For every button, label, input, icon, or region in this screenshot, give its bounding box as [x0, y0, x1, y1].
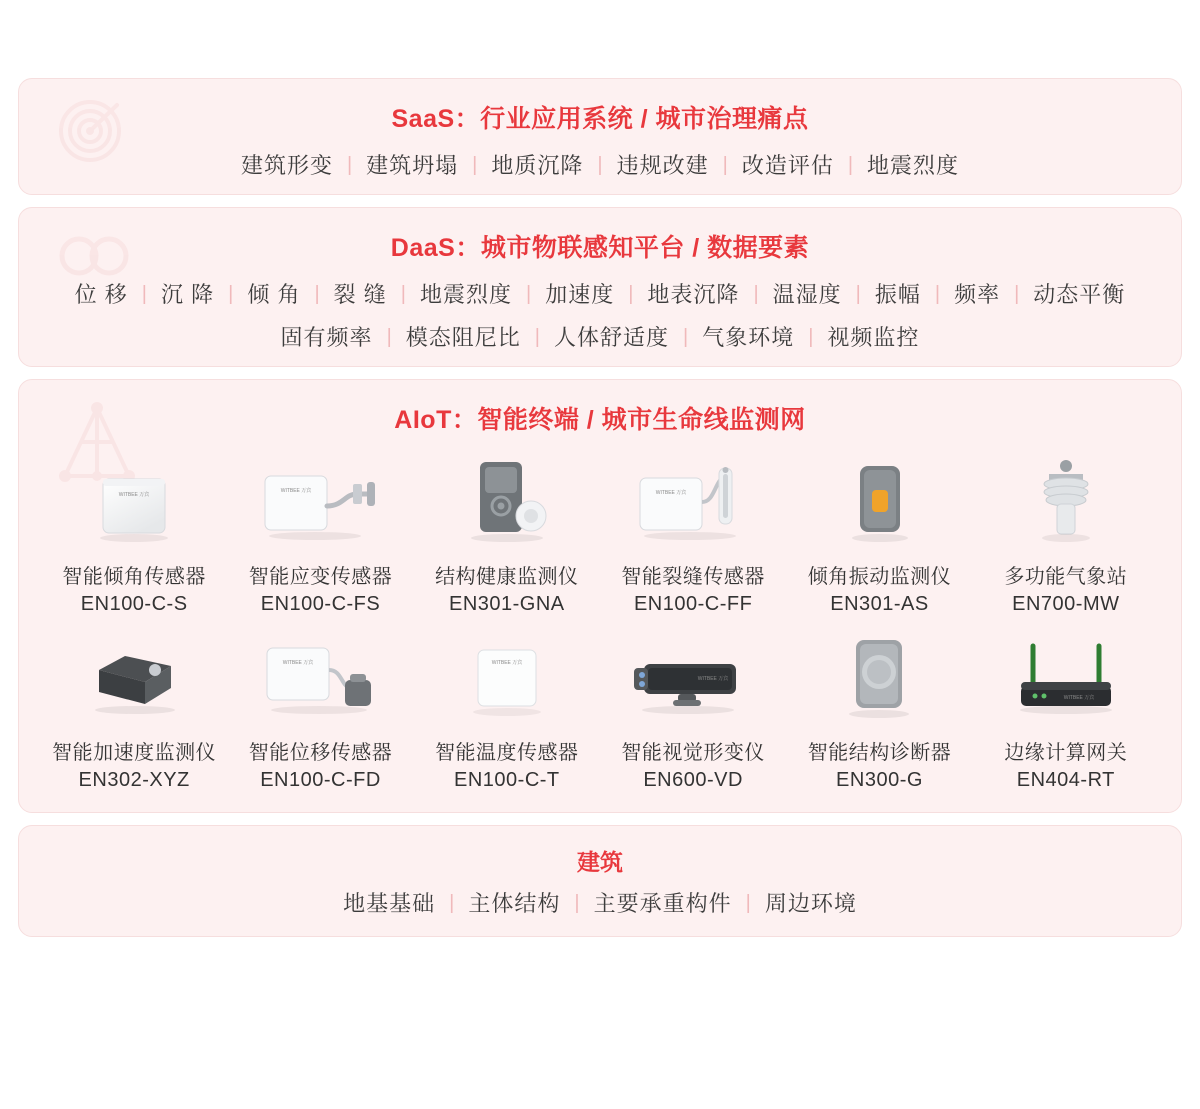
- daas-item[interactable]: 地表沉降: [647, 282, 740, 307]
- saas-item[interactable]: 建筑形变: [240, 153, 333, 178]
- panel-building: [18, 825, 1182, 937]
- daas-item[interactable]: 温湿度: [772, 282, 842, 307]
- svg-text:WITBEE 万宾: WITBEE 万宾: [118, 492, 150, 498]
- device-card[interactable]: [414, 454, 600, 616]
- separator: |: [808, 325, 814, 348]
- building-item[interactable]: 地基基础: [343, 891, 436, 916]
- svg-text:WITBEE 万宾: WITBEE 万宾: [283, 660, 314, 666]
- device-model: EN100-C-FF: [633, 593, 753, 615]
- separator: |: [597, 153, 603, 176]
- daas-item[interactable]: 位 移: [74, 282, 128, 307]
- panel-daas-title: [19, 208, 1181, 268]
- device-model: EN301-AS: [830, 593, 929, 615]
- device-model: EN600-VD: [643, 769, 743, 791]
- device-name: 智能应变传感器: [248, 566, 393, 588]
- panel-saas-title: [19, 79, 1181, 139]
- saas-row-1: [19, 139, 1181, 194]
- panel-saas-items: [19, 139, 1181, 194]
- svg-text:WITBEE 万宾: WITBEE 万宾: [1063, 695, 1095, 701]
- panel-saas-title-en: SaaS：: [391, 105, 481, 133]
- crack-sensor-device-icon: [618, 454, 768, 550]
- separator: |: [1014, 282, 1020, 305]
- daas-item[interactable]: 倾 角: [247, 282, 301, 307]
- panel-aiot-title: [19, 380, 1181, 440]
- saas-item[interactable]: 建筑坍塌: [366, 153, 459, 178]
- building-item[interactable]: 周边环境: [764, 891, 857, 916]
- daas-item[interactable]: 气象环境: [702, 325, 795, 350]
- saas-item[interactable]: 违规改建: [616, 153, 709, 178]
- device-model: EN100-C-FS: [260, 593, 381, 615]
- saas-item[interactable]: 改造评估: [741, 153, 834, 178]
- device-name: 智能结构诊断器: [807, 742, 952, 764]
- accelerometer-device-icon: [59, 630, 209, 726]
- separator: |: [847, 153, 854, 176]
- device-name: 智能视觉形变仪: [621, 742, 765, 764]
- structure-diagnostic-device-icon: [804, 630, 954, 726]
- building-items: [19, 877, 1181, 936]
- device-model: EN100-C-FD: [260, 769, 381, 791]
- device-name: 智能温度传感器: [435, 742, 579, 764]
- panel-daas-title-en: DaaS：: [390, 234, 481, 262]
- svg-text:WITBEE 万宾: WITBEE 万宾: [281, 488, 312, 494]
- daas-item[interactable]: 加速度: [545, 282, 615, 307]
- separator: |: [683, 325, 689, 348]
- daas-item[interactable]: 沉 降: [161, 282, 215, 307]
- device-model: EN301-GNA: [448, 593, 565, 615]
- daas-item[interactable]: 振幅: [874, 282, 921, 307]
- device-model: EN700-MW: [1012, 593, 1120, 615]
- device-card[interactable]: [41, 454, 227, 616]
- separator: |: [314, 282, 320, 305]
- panel-saas: [18, 78, 1182, 195]
- daas-item[interactable]: 人体舒适度: [553, 325, 669, 350]
- device-card[interactable]: [414, 630, 600, 792]
- temperature-sensor-device-icon: [432, 630, 582, 726]
- separator: |: [400, 282, 406, 305]
- device-name: 结构健康监测仪: [435, 566, 579, 588]
- separator: |: [722, 153, 728, 176]
- daas-row-1: [19, 268, 1181, 311]
- separator: |: [628, 282, 634, 305]
- separator: |: [934, 282, 941, 305]
- device-name: 智能加速度监测仪: [52, 742, 217, 764]
- device-model: EN100-C-S: [80, 593, 188, 615]
- separator: |: [346, 153, 353, 176]
- svg-text:WITBEE 万宾: WITBEE 万宾: [491, 660, 523, 666]
- device-card[interactable]: [41, 630, 227, 792]
- device-name: 倾角振动监测仪: [807, 566, 952, 588]
- device-name: 智能裂缝传感器: [621, 566, 765, 588]
- device-card[interactable]: [227, 454, 413, 616]
- device-model: EN100-C-T: [454, 769, 560, 791]
- daas-row-2: [19, 311, 1181, 366]
- device-name: 智能倾角传感器: [62, 566, 206, 588]
- aiot-device-grid: [41, 454, 1159, 792]
- device-card[interactable]: [973, 454, 1159, 616]
- displacement-sensor-device-icon: [245, 630, 395, 726]
- vibration-monitor-device-icon: [804, 454, 954, 550]
- daas-item[interactable]: 动态平衡: [1033, 282, 1126, 307]
- panel-aiot-title-cn: 智能终端 / 城市生命线监测网: [477, 406, 806, 434]
- separator: |: [449, 891, 455, 914]
- daas-item[interactable]: 视频监控: [827, 325, 920, 350]
- panel-daas-title-cn: 城市物联感知平台 / 数据要素: [480, 234, 810, 262]
- panel-aiot: [18, 379, 1182, 813]
- separator: |: [228, 282, 234, 305]
- daas-item[interactable]: 裂 缝: [333, 282, 387, 307]
- separator: |: [574, 891, 580, 914]
- saas-item[interactable]: 地震烈度: [867, 153, 960, 178]
- device-card[interactable]: [973, 630, 1159, 792]
- panel-saas-title-cn: 行业应用系统 / 城市治理痛点: [480, 105, 809, 133]
- svg-text:WITBEE 万宾: WITBEE 万宾: [655, 490, 687, 496]
- daas-item[interactable]: 模态阻尼比: [405, 325, 521, 350]
- device-card[interactable]: [227, 630, 413, 792]
- saas-item[interactable]: 地质沉降: [491, 153, 584, 178]
- panel-aiot-title-en: AIoT：: [394, 406, 478, 434]
- device-name: 多功能气象站: [1004, 566, 1128, 588]
- panel-square-device-icon: [59, 454, 209, 550]
- device-card[interactable]: [786, 454, 972, 616]
- building-item[interactable]: 主要承重构件: [593, 891, 732, 916]
- device-model: EN300-G: [836, 769, 923, 791]
- weather-station-device-icon: [991, 454, 1141, 550]
- separator: |: [753, 282, 759, 305]
- separator: |: [386, 325, 392, 348]
- daas-item[interactable]: 频率: [954, 282, 1001, 307]
- device-card[interactable]: [600, 454, 786, 616]
- edge-gateway-device-icon: [991, 630, 1141, 726]
- svg-text:WITBEE 万宾: WITBEE 万宾: [697, 676, 729, 682]
- building-item[interactable]: 主体结构: [468, 891, 561, 916]
- panel-daas-items: [19, 268, 1181, 366]
- daas-item[interactable]: 地震烈度: [419, 282, 512, 307]
- gnss-monitor-device-icon: [432, 454, 582, 550]
- device-card[interactable]: [600, 630, 786, 792]
- vision-camera-device-icon: [618, 630, 768, 726]
- panel-building-title: 建筑: [577, 849, 623, 875]
- separator: |: [534, 325, 540, 348]
- device-model: EN302-XYZ: [78, 769, 190, 791]
- device-card[interactable]: [786, 630, 972, 792]
- device-model: EN404-RT: [1016, 769, 1115, 791]
- separator: |: [472, 153, 478, 176]
- separator: |: [855, 282, 861, 305]
- panel-with-arm-device-icon: [245, 454, 395, 550]
- aiot-device-grid-wrap: [19, 440, 1181, 812]
- separator: |: [141, 282, 147, 305]
- device-name: 边缘计算网关: [1004, 742, 1128, 764]
- daas-item[interactable]: 固有频率: [280, 325, 373, 350]
- separator: |: [526, 282, 532, 305]
- device-name: 智能位移传感器: [248, 742, 393, 764]
- separator: |: [745, 891, 751, 914]
- panel-daas: [18, 207, 1182, 367]
